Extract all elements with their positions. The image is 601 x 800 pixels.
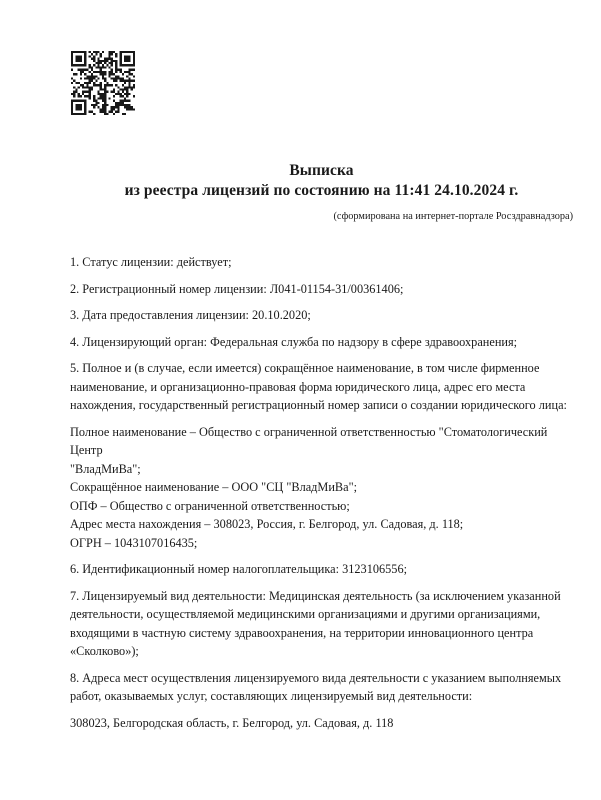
document-title	[70, 161, 573, 201]
paragraph-license-date	[70, 306, 573, 325]
paragraph-line: «Сколково»);	[70, 644, 139, 658]
paragraph-line: нахождения, государственный регистрационный номер записи о создании юридического лица:	[70, 398, 567, 412]
paragraph-line: 6. Идентификационный номер налогоплательщика: 3123106556;	[70, 562, 408, 576]
title-line-1: Выписка	[289, 162, 354, 179]
paragraph-taxpayer-id	[70, 560, 573, 579]
paragraph-line: 2. Регистрационный номер лицензии: Л041-01154-31/00361406;	[70, 281, 404, 296]
paragraph-licensed-activity	[70, 587, 573, 661]
paragraph-line: наименование, и организационно-правовая форма юридического лица, адрес его места	[70, 379, 526, 394]
paragraph-line: 4. Лицензирующий орган: Федеральная служба по надзору в сфере здравоохранения;	[70, 334, 518, 349]
paragraph-line: деятельности, осуществляемой медицинскими организациями и другими организациями,	[70, 607, 541, 621]
paragraph-line: работ, оказываемых услуг, составляющих лицензируемый вид деятельности:	[70, 689, 473, 703]
paragraph-activity-addresses-heading	[70, 669, 573, 706]
paragraph-line: входящими в частную систему здравоохранения, на территории инновационного центра	[70, 625, 534, 640]
paragraph-line: Полное наименование – Общество с ограниченной ответственностью "Стоматологический Центр	[70, 424, 551, 457]
paragraph-line: 308023, Белгородская область, г. Белгород, ул. Садовая, д. 118	[70, 715, 394, 730]
paragraph-registration-number	[70, 280, 573, 299]
paragraph-line: 8. Адреса мест осуществления лицензируемого вида деятельности с указанием выполняемых	[70, 670, 562, 685]
paragraph-legal-entity-heading	[70, 359, 573, 415]
paragraph-line: Адрес места нахождения – 308023, Россия, г. Белгород, ул. Садовая, д. 118;	[70, 517, 464, 531]
document-body	[70, 253, 573, 732]
document-subtitle: (сформирована на интернет-портале Росздравнадзора)	[333, 211, 573, 222]
paragraph-license-status	[70, 253, 573, 272]
paragraph-line: 5. Полное и (в случае, если имеется) сокращённое наименование, в том числе фирменное	[70, 361, 540, 375]
paragraph-line: 3. Дата предоставления лицензии: 20.10.2020;	[70, 308, 311, 322]
paragraph-line: "ВладМиВа";	[70, 461, 141, 476]
paragraph-line: ОПФ – Общество с ограниченной ответственностью;	[70, 498, 350, 513]
paragraph-licensing-authority	[70, 333, 573, 352]
paragraph-line: Сокращённое наименование – ООО "СЦ "ВладМиВа";	[70, 480, 358, 494]
paragraph-activity-address	[70, 714, 573, 733]
paragraph-line: 7. Лицензируемый вид деятельности: Медицинская деятельность (за исключением указанной	[70, 588, 561, 603]
paragraph-legal-entity-details	[70, 423, 573, 553]
paragraph-line: ОГРН – 1043107016435;	[70, 535, 198, 550]
paragraph-line: 1. Статус лицензии: действует;	[70, 255, 232, 269]
title-line-2: из реестра лицензий по состоянию на 11:41 24.10.2024 г.	[124, 182, 519, 199]
